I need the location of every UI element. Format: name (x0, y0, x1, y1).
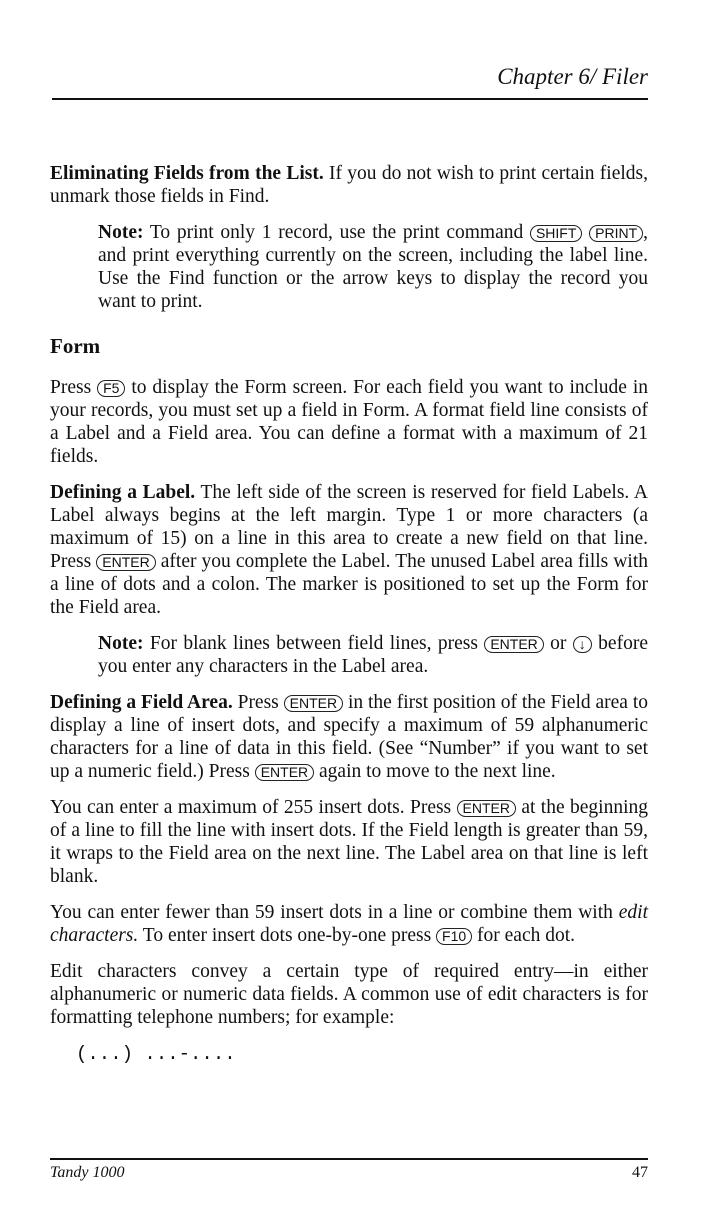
paragraph-text: You can enter fewer than 59 insert dots in a line or combine them with (50, 902, 619, 923)
paragraph-text: If you do not wish to print certain fields, unmark those fields in Find. (50, 163, 648, 207)
page-body (50, 162, 648, 1066)
emphasis-edit-characters: edit characters. (50, 902, 648, 946)
note-blank-lines (98, 632, 648, 678)
note-text: To print only 1 record, use the print command (143, 222, 530, 243)
note-print-record (98, 221, 648, 313)
paragraph-form-intro (50, 376, 648, 468)
f10-key: F10 (436, 928, 472, 945)
note-label: Note: (98, 222, 144, 243)
paragraph-text: Press (232, 692, 284, 713)
enter-key: ENTER (484, 636, 543, 653)
page-header (52, 64, 648, 90)
note-text: or (543, 633, 573, 654)
run-in-heading: Eliminating Fields from the List. (50, 163, 324, 184)
paragraph-defining-label (50, 481, 648, 619)
page-footer (50, 1164, 648, 1182)
run-in-heading: Defining a Field Area. (50, 692, 233, 713)
enter-key: ENTER (255, 764, 314, 781)
enter-key: ENTER (284, 695, 343, 712)
enter-key: ENTER (96, 554, 155, 571)
paragraph-text: to display the Form screen. For each field you want to include in your records, you must set up a field in Form. A format field line consists of a Label and a Field area. You can define a format with a maximum of 21 fields. (50, 377, 648, 467)
page-number: 47 (632, 1164, 648, 1181)
note-text: For blank lines between field lines, press (143, 633, 485, 654)
paragraph-text: Edit characters convey a certain type of required entry—in either alphanumeric or numeric data fields. A common use of edit characters is for formatting telephone numbers; for example: (50, 961, 648, 1028)
footer-book-title: Tandy 1000 (50, 1164, 125, 1181)
paragraph-edit-characters (50, 960, 648, 1029)
paragraph-text: for each dot. (472, 925, 576, 946)
run-in-heading: Defining a Label. (50, 482, 196, 503)
paragraph-text: again to move to the next line. (314, 761, 556, 782)
paragraph-text: after you complete the Label. The unused Label area fills with a line of dots and a colon. The marker is positioned to set up the Form for the Field area. (50, 551, 648, 618)
paragraph-insert-dots-max (50, 796, 648, 888)
chapter-title: Chapter 6/ Filer (497, 64, 648, 89)
paragraph-text: To enter insert dots one-by-one press (138, 925, 437, 946)
header-rule (52, 98, 648, 100)
note-text: , and print everything currently on the screen, including the label line. Use the Find function or the arrow keys to display the record you want to print. (98, 222, 648, 312)
phone-format-example: (...) ...-.... (76, 1043, 236, 1065)
paragraph-text: at the beginning of a line to fill the line with insert dots. If the Field length is greater than 59, it wraps to the Field area on the next line. The Label area on that line is left blank. (50, 797, 648, 887)
shift-key: SHIFT (530, 225, 582, 242)
paragraph-text: in the first position of the Field area to display a line of insert dots, and specify a maximum of 59 alphanumeric characters for a line of data in this field. (See “Number” if you want to set up a numeric field.) Press (50, 692, 648, 782)
section-heading-form: Form (50, 334, 101, 358)
paragraph-defining-field-area (50, 691, 648, 783)
f5-key: F5 (97, 380, 125, 397)
note-text: before you enter any characters in the Label area. (98, 633, 648, 677)
paragraph-text: The left side of the screen is reserved for field Labels. A Label always begins at the left margin. Type 1 or more characters (a maximum of 15) on a line in this area to create a new field on that line. Press (50, 482, 648, 572)
paragraph-text: You can enter a maximum of 255 insert dots. Press (50, 797, 457, 818)
note-label: Note: (98, 633, 144, 654)
paragraph-fewer-dots (50, 901, 648, 947)
enter-key: ENTER (457, 800, 516, 817)
footer-rule (50, 1158, 648, 1160)
paragraph-text: Press (50, 377, 98, 398)
down-arrow-key: ↓ (573, 636, 592, 653)
paragraph-eliminating-fields (50, 162, 648, 208)
print-key: PRINT (589, 225, 643, 242)
